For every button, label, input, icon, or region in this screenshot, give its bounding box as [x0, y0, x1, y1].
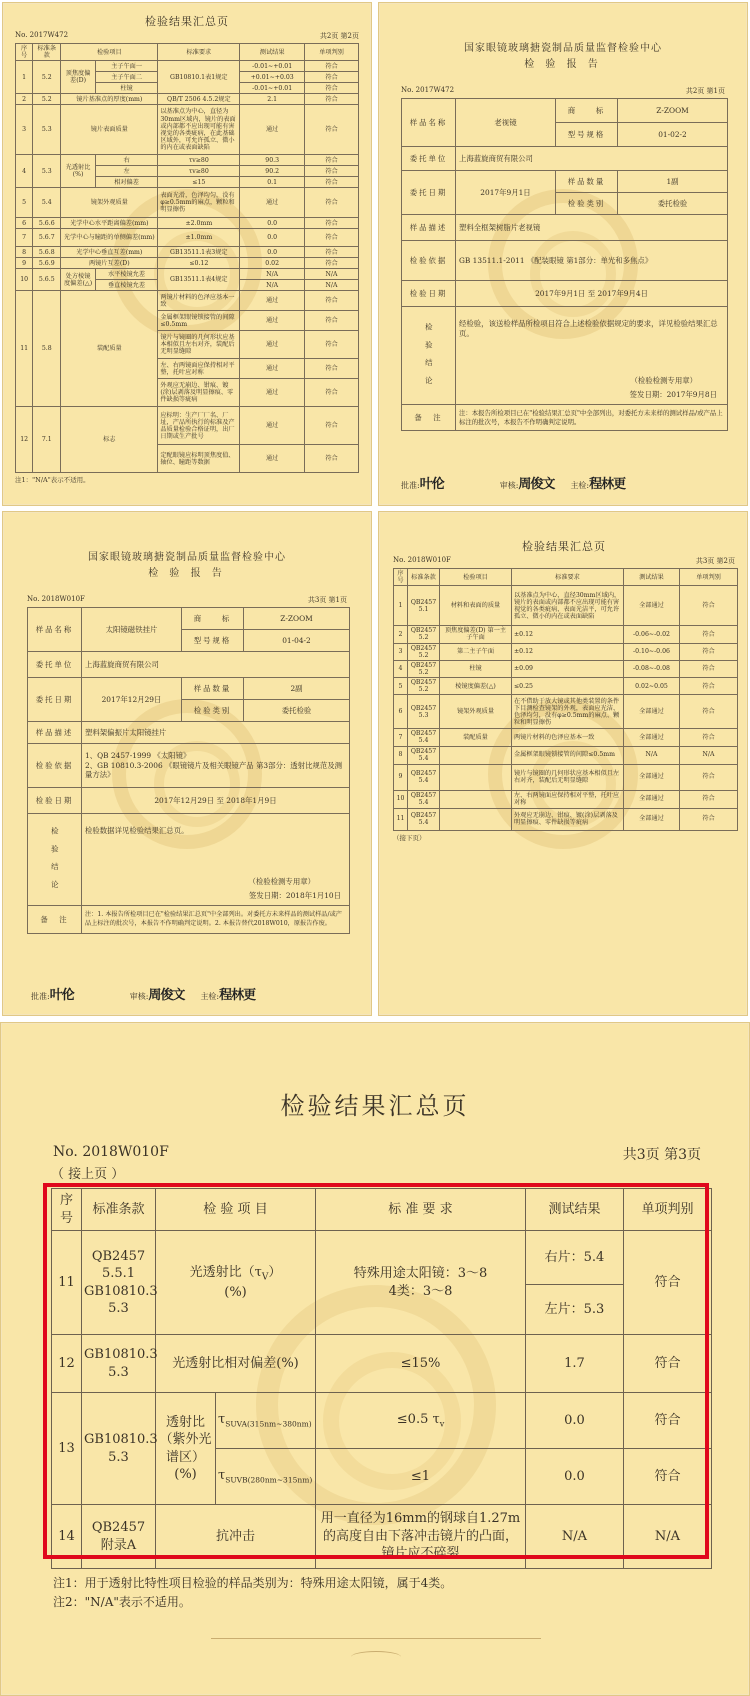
report-number: No. 2017W472: [401, 86, 455, 94]
org-name: 国家眼镜玻璃搪瓷制品质量监督检验中心: [88, 552, 286, 563]
table-row: 5 QB2457 5.2 棱镜度偏差(△) ≤0.25 0.02~0.05 符合: [394, 678, 738, 695]
col-header-requirement: 标 准 要 求: [316, 1189, 526, 1231]
continued-note: （ 接上页 ）: [51, 1167, 125, 1182]
seal-text: （检验检测专用章）: [630, 376, 697, 386]
page-count: 共3页 第2页: [695, 557, 735, 565]
divider: [211, 1638, 541, 1639]
table-row: 1 QB2457 5.1 材料和表面的质量 以基准点为中心，直径30mm区域内，镜片的表面或内部都不应出现可能有害视觉的各类疵病，表面光洁平，可允许孤立、微小的内在或表面缺陷 全部通过 符合: [394, 586, 738, 626]
col-header-no: 序号: [52, 1189, 82, 1231]
table-row: 12 GB10810.3 5.3 光透射比相对偏差(%) ≤15% 1.7 符合: [52, 1335, 712, 1393]
report-number: No. 2018W010F: [393, 556, 451, 564]
table-row: 10 QB2457 5.4 左、右两镜面应保持相对平整，托叶应对称 全部通过 符合: [394, 790, 738, 808]
col-header-judgement: 单项判别: [624, 1189, 712, 1231]
inspector-signature: 程林更: [219, 988, 256, 1003]
page-count: 共3页 第1页: [307, 596, 347, 604]
summary-sheet-2018w010f-p2: [378, 511, 748, 1016]
continue-note: （接下页）: [393, 833, 426, 842]
table-row: 14 QB2457 附录A 抗冲击 用一直径为16mm的钢球自1.27m的高度自由下落冲击镜片的凸面，镜片应不碎裂 N/A N/A: [52, 1505, 712, 1569]
table-row: 6 QB2457 5.3 镜架外观质量 在不借助于放大镜或其他类装置的条件下目测检查镜架的外观，表面应光洁、色泽均匀，没有φ≥0.5mm的麻点、颗粒和明显擦伤 全部通过 符合: [394, 695, 738, 729]
summary-table: 序号 标准条款 检验项目 标准要求 测试结果 单项判别 1 5.2 顶焦度偏差(D) 主子午面一 GB10810.1表1规定 -0.01~+0.01 符合 主子午面二 +0.01~+0.03 符合 柱镜 -0.01~+0.01 符合 2 5.2 镜片基准点的厚度(mm) QB/T 2506 4.5.2规定 2.1 符合 3 5.3 镜片表面质量 以基准点为中心，直径为30mm区域内，镜片的表面或内部都不应出现可能有害视觉的各类疵病，在此基础区域外，可允许孤立、微小的内在或表面缺陷 通过 符合 4 5.3 光透射比(%) 右 τv≥80 90.3 符合 左 τv≥80 90.2 符合 相对偏差 ≤15 0.1 符合 5 5.4 镜架外观质量 表面光滑，色泽均匀，没有φ≥0.5mm的麻点，颗粒和明显擦伤 通过 符合 6 5.6.6 光学中心水平距离偏差(mm) ±2.0mm 0.0 符合 7 5.6.7 光学中心与瞳距的单侧偏差(mm) ±1.0mm 0.0 符合 8 5.6.8 光学中心垂直互差(mm) GB13511.1表3规定 0.0 符合 9 5.6.9 两镜片互差(D) ≤0.12 0.02 符合 10 5.6.5 处方棱镜度偏差(△) 水平棱镜允差 GB13511.1表4规定 N/A N/A 垂直棱镜允差 N/A N/A 11 5.8 装配质量 两镜片材料的色泽应基本一致 通过 符合 金属框架眼镜锁接管的间隙≤0.5mm 通过 符合 镜片与镜圈的几何形状应基本相似且左右对齐，装配后无明显缝隙 通过 符合 左、右两镜面应保持相对平整，托叶应对称 通过 符合 外观应无崩边、钳痕、镀(涂)层剥落及明显擦痕、零件缺损等疵病 通过 符合 12 7.1 标志 应标明：生产厂厂名、厂址，产品所执行的标准及产品质量检验合格证明，出厂日期或生产批号 通过 符合 定配眼镜应标明顶焦度值、轴位、瞳距等数据 通过 符合: [15, 43, 359, 473]
table-row: 11 QB2457 5.4 外观应无崩边、钳痕、镀(涂)层剥落及明显擦痕、零件缺损等疵病 全部通过 符合: [394, 808, 738, 830]
col-header-result: 测试结果: [526, 1189, 624, 1231]
result-left: 左片：5.3: [526, 1285, 624, 1335]
table-row: $\tau_{SUVB(280nm\sim 315nm)}$ ≤1 0.0 符合: [52, 1449, 712, 1505]
table-row: 13 GB10810.3 5.3 透射比（紫外光谱区）(%) $\tau_{SUVA(315nm\sim 380nm)}$ ≤0.5 $\tau_v$ 0.0 符合: [52, 1393, 712, 1449]
report-number: No. 2018W010F: [53, 1144, 169, 1160]
summary-sheet-2017w472: [2, 2, 372, 506]
report-title: 检 验 报 告: [148, 568, 226, 579]
report-table: 样品名称 老视镜 商 标 Z-ZOOM 型号规格 01-02-2 委托单位 上海蓝旋商贸有限公司 委托日期 2017年9月1日 样品数量 1副 检验类别 委托检验 样品描述 塑料全框架树脂片老视镜 检验依据 GB 13511.1-2011 《配装眼镜 第1部分：单光和多焦点》 检验日期 2017年9月1日 至 2017年9月4日 检 验 结 论 经检验，该送检样品所检项目符合上述检验依据规定的要求，详见检验结果汇总页。 （检验检测专用章） 签发日期：2017年9月8日 备 注 注：本报告所检项目已在"检验结果汇总页"中全部列出，对委托方未来样的测试样品/或产品上标注的批次号，本报告不作明确判定说明。: [401, 98, 728, 431]
summary-table: 序号 标准条款 检验项目 标准要求 测试结果 单项判别 1 QB2457 5.1 材料和表面的质量 以基准点为中心，直径30mm区域内，镜片的表面或内部都不应出现可能有害视觉的各类疵病，表面光洁平，可允许孤立、微小的内在或表面缺陷 全部通过 符合 2 QB2457 5.2 顶焦度偏差(D) 第一主子午面 ±0.12 -0.06~-0.02 符合 3 QB2457 5.2 第二主子午面 ±0.12 -0.10~-0.06 符合 4 QB2457 5.2 柱镜 ±0.09 -0.08~-0.08 符合 5 QB2457 5.2 棱镜度偏差(△) ≤0.25 0.02~0.05 符合 6 QB2457 5.3 镜架外观质量 在不借助于放大镜或其他类装置的条件下目测检查镜架的外观，表面应光洁、色泽均匀，没有φ≥0.5mm的麻点、颗粒和明显擦伤 全部通过 符合 7 QB2457 5.4 装配质量 两镜片材料的色泽应基本一致 全部通过 符合 8 QB2457 5.4 金属框架眼镜锁接管的间隙≤0.5mm N/A N/A 9 QB2457 5.4 镜片与镜圈的几何形状应基本相似且左右对齐，装配后无明显缝隙 全部通过 符合 10 QB2457 5.4 左、右两镜面应保持相对平整，托叶应对称 全部通过 符合 11 QB2457 5.4 外观应无崩边、钳痕、镀(涂)层剥落及明显擦痕、零件缺损等疵病 全部通过 符合: [393, 568, 738, 831]
reviewer-signature: 周俊文: [148, 988, 185, 1003]
report-title: 检 验 报 告: [524, 59, 602, 70]
org-name: 国家眼镜玻璃搪瓷制品质量监督检验中心: [464, 43, 662, 54]
summary-sheet-2018w010f-p3: [0, 1022, 750, 1696]
note-2: 注2："N/A"表示不适用。: [53, 1594, 191, 1609]
signature-row: 批准:叶伦 审核:周俊文 主检:程林更: [31, 988, 256, 1003]
table-note: 注1："N/A"表示不适用。: [15, 476, 90, 485]
table-row: 2 QB2457 5.2 顶焦度偏差(D) 第一主子午面 ±0.12 -0.06~-0.02 符合: [394, 626, 738, 643]
table-row: 8 QB2457 5.4 金属框架眼镜锁接管的间隙≤0.5mm N/A N/A: [394, 746, 738, 764]
note-1: 注1：用于透射比特性项目检验的样品类别为：特殊用途太阳镜，属于4类。: [53, 1576, 453, 1590]
report-sheet-2017w472: [378, 2, 748, 506]
table-row: 4 QB2457 5.2 柱镜 ±0.09 -0.08~-0.08 符合: [394, 660, 738, 677]
inspector-signature: 程林更: [589, 477, 626, 492]
page-count: 共2页 第2页: [319, 32, 359, 40]
table-row: 11 QB2457 5.5.1 GB10810.3 5.3 光透射比$(\tau_V)$ (%) 特殊用途太阳镜：3～8 4类：3～8 右片：5.4 符合: [52, 1231, 712, 1285]
result-right: 右片：5.4: [526, 1231, 624, 1285]
table-row: 3 QB2457 5.2 第二主子午面 ±0.12 -0.10~-0.06 符合: [394, 643, 738, 660]
col-header-clause: 标准条款: [82, 1189, 156, 1231]
highlight-box: [43, 1183, 709, 1559]
sheet-title: 检验结果汇总页: [145, 15, 229, 28]
conclusion-text: 经检验，该送检样品所检项目符合上述检验依据规定的要求，详见检验结果汇总页。: [459, 319, 718, 338]
issue-date: 签发日期：2018年1月10日: [248, 891, 341, 901]
sheet-title: 检验结果汇总页: [280, 1092, 470, 1120]
seal-text: （检验检测专用章）: [248, 877, 315, 887]
divider-arc: [351, 1651, 401, 1663]
report-number: No. 2018W010F: [27, 595, 85, 603]
reviewer-signature: 周俊文: [518, 477, 555, 492]
notes: [53, 1574, 452, 1611]
page-count: 共3页 第3页: [622, 1147, 701, 1163]
col-header-item: 检 验 项 目: [156, 1189, 316, 1231]
table-row: 9 QB2457 5.4 镜片与镜圈的几何形状应基本相似且左右对齐，装配后无明显缝隙 全部通过 符合: [394, 764, 738, 790]
table-row: 7 QB2457 5.4 装配质量 两镜片材料的色泽应基本一致 全部通过 符合: [394, 729, 738, 746]
report-number: No. 2017W472: [15, 31, 69, 39]
approver-signature: 叶伦: [49, 988, 74, 1003]
report-table: 样品名称 太阳镜磁铁挂片 商 标 Z-ZOOM 型号规格 01-04-2 委托单位 上海蓝旋商贸有限公司 委托日期 2017年12月29日 样品数量 2副 检验类别 委托检验 样品描述 塑料架偏振片太阳镜挂片 检验依据 1、QB 2457-1999 《太阳镜》 2、GB 10810.3-2006 《眼镜镜片及相关眼镜产品 第3部分：透射比规范及测量方法》 检验日期 2017年12月29日 至 2018年1月9日 检 验 结 论 检验数据详见检验结果汇总页。 （检验检测专用章） 签发日期：2018年1月10日 备 注 注：1. 本报告所检项目已在"检验结果汇总页"中全部列出。对委托方未来样品的测试样品/或产品上标注的批次号，本报告不作明确判定说明。2. 本报告替代2018W010，原报告作废。: [27, 607, 350, 934]
approver-signature: 叶伦: [419, 477, 444, 492]
sheet-title: 检验结果汇总页: [522, 540, 606, 553]
summary-rows: [394, 586, 738, 830]
issue-date: 签发日期：2017年9月8日: [629, 390, 717, 400]
conclusion-text: 检验数据详见检验结果汇总页。: [85, 826, 189, 835]
signature-row: 批准:叶伦 审核:周俊文 主检:程林更: [401, 477, 626, 492]
page-count: 共2页 第1页: [685, 87, 725, 95]
report-sheet-2018w010f: [2, 511, 372, 1016]
